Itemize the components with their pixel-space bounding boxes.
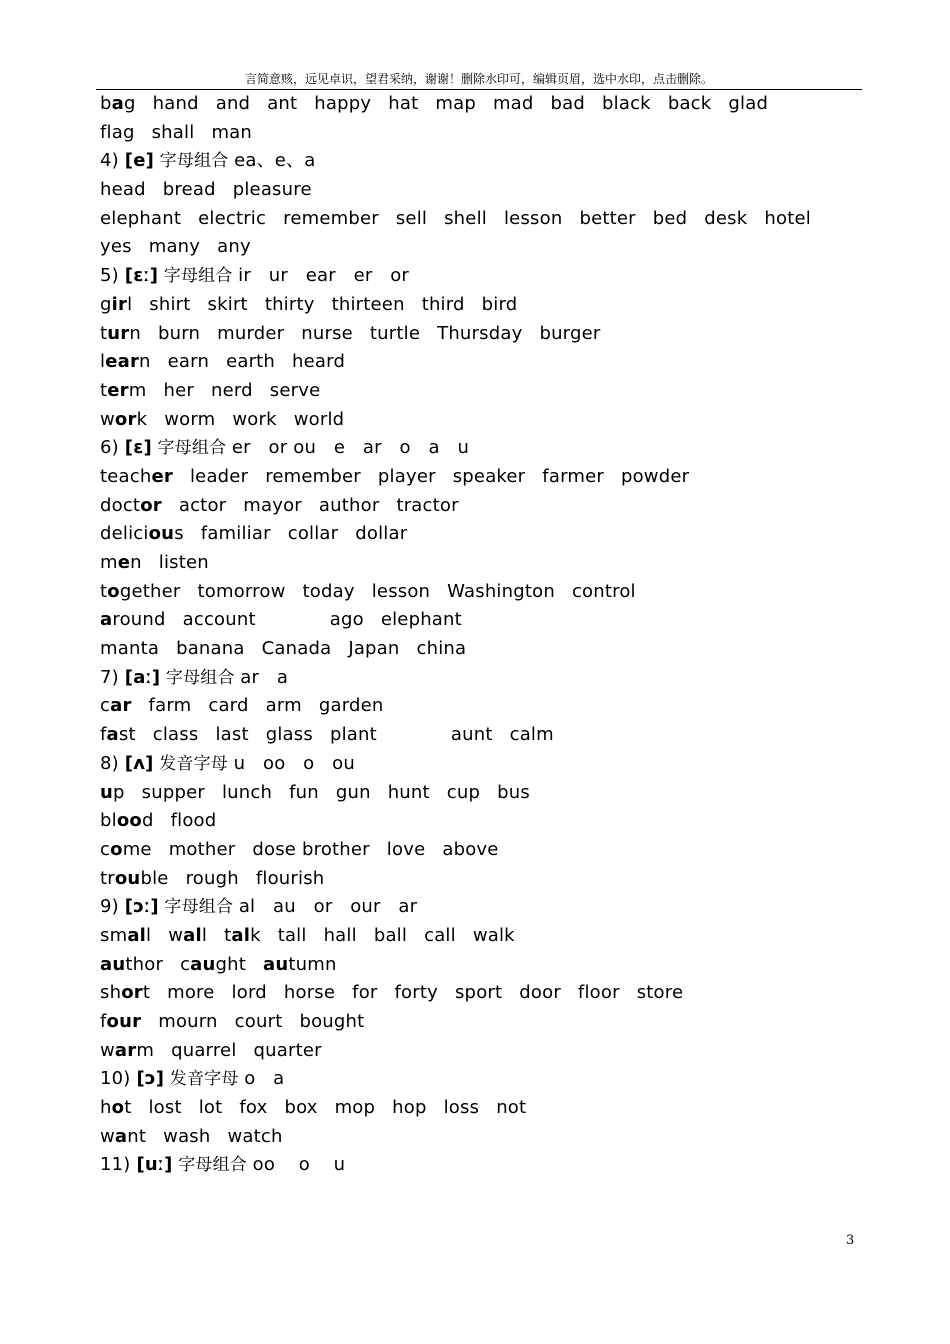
word-line [100,520,900,549]
highlighted-letters: al [183,924,202,946]
example-word: wall [168,924,208,946]
word-line [100,119,900,148]
example-word: class [152,724,199,746]
section-number: 7) [100,666,125,688]
example-word: garden [318,695,384,717]
section-heading [100,750,900,779]
example-word: head [100,179,146,201]
example-word: better [579,207,636,229]
example-word: black [602,93,651,114]
example-word: warm [100,1039,155,1061]
example-word: Thursday [437,322,523,344]
word-line [100,1123,900,1152]
example-word: farm [148,695,192,717]
heading-label: 字母组合 [158,266,239,287]
word-line [100,377,900,406]
example-word: shirt [149,293,191,315]
example-word: flag [100,121,135,143]
highlighted-letters: au [190,953,216,975]
word-line [100,549,900,578]
example-word: turn [100,322,141,344]
example-word: talk [224,924,261,946]
highlighted-letters: ar [114,1039,137,1061]
section-heading [100,1065,900,1094]
example-word: lost [148,1097,182,1119]
section-number: 11) [100,1154,137,1176]
word-line [100,492,900,521]
example-word: quarrel [171,1039,237,1061]
section-heading [100,664,900,693]
example-word: wash [163,1125,211,1147]
example-word: trouble [100,867,169,889]
example-word: Japan [348,638,400,660]
example-word: banana [176,638,245,660]
word-line [100,836,900,865]
word-line [100,578,900,607]
example-word: four [100,1011,142,1032]
highlighted-letters: a [100,609,113,631]
example-word: arm [265,695,302,717]
letter-combinations: ea、e、a [234,150,316,172]
example-word: supper [141,781,205,803]
example-word: today [302,580,355,602]
word-line [100,233,900,262]
example-word: box [284,1097,318,1119]
example-word: mayor [243,494,302,516]
example-word: thirty [264,293,315,315]
section-number: 9) [100,896,125,918]
example-word: gun [335,781,371,803]
example-word: lunch [221,781,273,803]
example-word: listen [158,552,209,573]
example-word: delicious [100,523,184,545]
example-word: bread [162,179,216,201]
example-word: want [100,1125,147,1147]
example-word: and [215,93,251,114]
highlighted-letters: ir [111,293,128,315]
example-word: card [208,695,249,717]
example-word: nurse [301,322,353,344]
example-word: lord [231,982,267,1004]
section-heading [100,147,900,176]
document-body [100,90,900,1180]
example-word: work [100,408,148,430]
highlighted-letters: ar [110,695,132,717]
word-line [100,779,900,808]
highlighted-letters: u [100,781,114,803]
section-number: 5) [100,265,125,287]
word-line [100,1094,900,1123]
example-word: bed [652,207,688,229]
highlighted-letters: or [140,494,162,516]
example-word: desk [704,207,748,229]
example-word: remember [283,207,379,229]
example-word: car [100,695,132,717]
example-word: quarter [253,1039,322,1061]
example-word: worm [164,408,216,430]
word-line [100,865,900,894]
example-word: learn [100,351,151,373]
example-word: loss [443,1097,480,1119]
heading-label: 发音字母 [164,1069,245,1090]
example-word: bad [550,93,586,114]
word-line [100,90,900,119]
example-word: small [100,924,152,946]
example-word: her [163,379,194,401]
example-word: last [215,724,249,746]
example-word: bird [481,293,518,315]
word-line [100,176,900,205]
highlighted-letters: al [127,924,147,946]
highlighted-letters: au [263,953,289,975]
word-line [100,922,900,951]
highlighted-letters: ear [105,351,140,373]
example-word: horse [283,982,336,1004]
section-heading [100,262,900,291]
letter-combinations: o a [244,1068,285,1090]
section-heading [100,1151,900,1180]
example-word: mad [492,93,534,114]
example-word: powder [620,465,690,487]
example-word: lot [198,1097,223,1119]
example-word: player [377,465,436,487]
example-word: lesson [503,207,563,229]
example-word: man [211,121,253,143]
letter-combinations: ir ur ear er or [238,265,410,287]
example-word: actor [178,494,227,516]
example-word: murder [217,322,285,344]
word-line [100,606,900,635]
example-word: lesson [371,580,431,602]
example-word: heard [292,351,346,373]
word-line [100,807,900,836]
highlighted-letters: a [106,724,119,746]
example-word: sell [395,207,428,229]
word-line [100,692,900,721]
phonetic-symbol: [ɛː] [124,265,159,287]
example-word: above [442,838,499,860]
section-heading [100,434,900,463]
example-word: blood [100,810,154,832]
example-word: any [217,236,251,258]
word-line [100,951,900,980]
example-word: door [519,982,561,1004]
example-word: leader [189,465,249,487]
example-word: mop [334,1097,376,1119]
highlighted-letters: o [110,838,123,860]
example-word: remember [265,465,361,487]
example-word: manta [100,638,160,660]
example-word: watch [227,1125,283,1147]
highlighted-letters: o [111,1097,125,1119]
example-word: short [100,982,151,1004]
example-word: come [100,838,152,860]
example-word: collar [287,523,339,545]
example-word: walk [472,924,515,946]
word-line [100,635,900,664]
example-word: autumn [263,953,337,975]
example-word: mourn [158,1011,218,1032]
word-line [100,406,900,435]
example-word: hunt [387,781,430,803]
letter-combinations: oo o u [252,1154,346,1176]
example-word: fox [239,1097,268,1119]
example-word: love [386,838,426,860]
highlighted-letters: o [107,580,120,602]
example-word: court [234,1011,283,1032]
phonetic-symbol: [ɔ] [136,1068,165,1090]
phonetic-symbol: [ɛ] [124,437,152,459]
word-line [100,721,900,750]
example-word: doctor [100,494,162,516]
heading-label: 字母组合 [154,151,235,172]
example-word: bus [497,781,530,803]
example-word: hat [388,93,419,114]
example-word: earth [226,351,276,373]
example-word: serve [269,379,321,401]
section-number: 10) [100,1068,137,1090]
example-word: elephant [100,207,182,229]
example-word: pleasure [232,179,312,201]
example-word: aunt [450,724,493,746]
example-word: floor [577,982,620,1004]
example-word: ago [329,609,364,631]
highlighted-letters: ou [148,523,175,545]
example-word: hop [392,1097,427,1119]
highlighted-letters: a [114,1125,128,1147]
example-word: for [352,982,378,1004]
example-word: fast [100,724,136,746]
highlighted-letters: au [100,953,126,975]
phonetic-symbol: [ɔː] [124,896,159,918]
example-word: turtle [369,322,421,344]
example-word: world [293,408,345,430]
example-word: third [421,293,465,315]
example-word: glad [728,93,769,114]
word-line [100,348,900,377]
word-line [100,1037,900,1066]
example-word: tomorrow [197,580,286,602]
example-word: sport [454,982,503,1004]
example-word: Canada [261,638,332,660]
letter-combinations: al au or our ar [238,896,418,918]
highlighted-letters: our [106,1011,142,1032]
section-number: 6) [100,437,125,459]
heading-label: 字母组合 [151,438,232,459]
phonetic-symbol: [ʌ] [124,752,154,774]
example-word: teacher [100,465,173,487]
example-word: flourish [255,867,325,889]
example-word: mother [168,838,236,860]
example-word: cup [446,781,481,803]
phonetic-symbol: [aː] [124,666,161,688]
example-word: bought [299,1011,365,1032]
example-word: shall [151,121,195,143]
letter-combinations: ar a [240,666,289,688]
example-word: not [496,1097,527,1119]
page-number: 3 [846,1233,855,1248]
phonetic-symbol: [uː] [136,1154,173,1176]
example-word: tractor [396,494,459,516]
example-word: shell [444,207,487,229]
example-word: nerd [210,379,253,401]
example-word: dollar [355,523,408,545]
example-word: burger [539,322,601,344]
letter-combinations: u oo o ou [233,752,355,774]
example-word: hall [323,924,357,946]
example-word: forty [394,982,438,1004]
example-word: caught [180,953,247,975]
example-word: work [232,408,277,430]
highlighted-letters: er [151,465,173,487]
highlighted-letters: oo [116,810,142,832]
example-word: up [100,781,125,803]
example-word: store [636,982,684,1004]
example-word: fun [289,781,319,803]
example-word: calm [509,724,554,746]
highlighted-letters: al [231,924,251,946]
highlighted-letters: e [117,552,131,573]
example-word: call [424,924,456,946]
heading-label: 字母组合 [158,897,239,918]
example-word: tall [277,924,307,946]
word-line [100,979,900,1008]
phonetic-symbol: [e] [124,150,155,172]
letter-combinations: er or ou e ar o a u [231,437,470,459]
example-word: earn [167,351,210,373]
example-word: yes [100,236,132,258]
section-number: 4) [100,150,125,172]
example-word: together [100,580,181,602]
example-word: rough [185,867,239,889]
example-word: thirteen [331,293,405,315]
example-word: hot [100,1097,132,1119]
example-word: around [100,609,166,631]
section-heading [100,893,900,922]
example-word: china [416,638,467,660]
section-number: 8) [100,752,125,774]
example-word: author [318,494,380,516]
word-line [100,463,900,492]
example-word: men [100,552,142,573]
example-word: flood [170,810,217,832]
example-word: account [182,609,256,631]
word-line [100,291,900,320]
example-word: more [167,982,215,1004]
example-word: map [435,93,476,114]
word-line [100,205,900,234]
example-word: burn [157,322,201,344]
example-word: farmer [542,465,604,487]
heading-label: 发音字母 [153,753,234,774]
highlighted-letters: a [111,93,124,114]
heading-label: 字母组合 [160,667,241,688]
example-word: skirt [207,293,248,315]
example-word: girl [100,293,133,315]
highlighted-letters: or [121,982,143,1004]
word-line [100,320,900,349]
word-line [100,1008,900,1037]
example-word: Washington [447,580,555,602]
example-word: bag [100,93,136,114]
example-word: ball [373,924,408,946]
heading-label: 字母组合 [172,1155,253,1176]
example-word: control [571,580,636,602]
example-word: glass [265,724,313,746]
example-word: author [100,953,164,975]
highlighted-letters: er [107,379,129,401]
example-word: familiar [200,523,271,545]
example-word: term [100,379,147,401]
example-word: speaker [452,465,526,487]
example-word: hotel [764,207,811,229]
example-word: hand [152,93,199,114]
example-word: many [148,236,201,258]
example-word: elephant [380,609,462,631]
example-word: dose brother [252,838,370,860]
highlighted-letters: ur [107,322,130,344]
example-word: plant [329,724,377,746]
page-header: 言简意赅，远见卓识，望君采纳，谢谢！删除水印可，编辑页眉，选中水印，点击删除。 [96,70,862,90]
highlighted-letters: or [114,408,137,430]
highlighted-letters: ou [114,867,141,889]
example-word: ant [267,93,298,114]
example-word: happy [314,93,372,114]
example-word: electric [198,207,267,229]
example-word: back [667,93,712,114]
